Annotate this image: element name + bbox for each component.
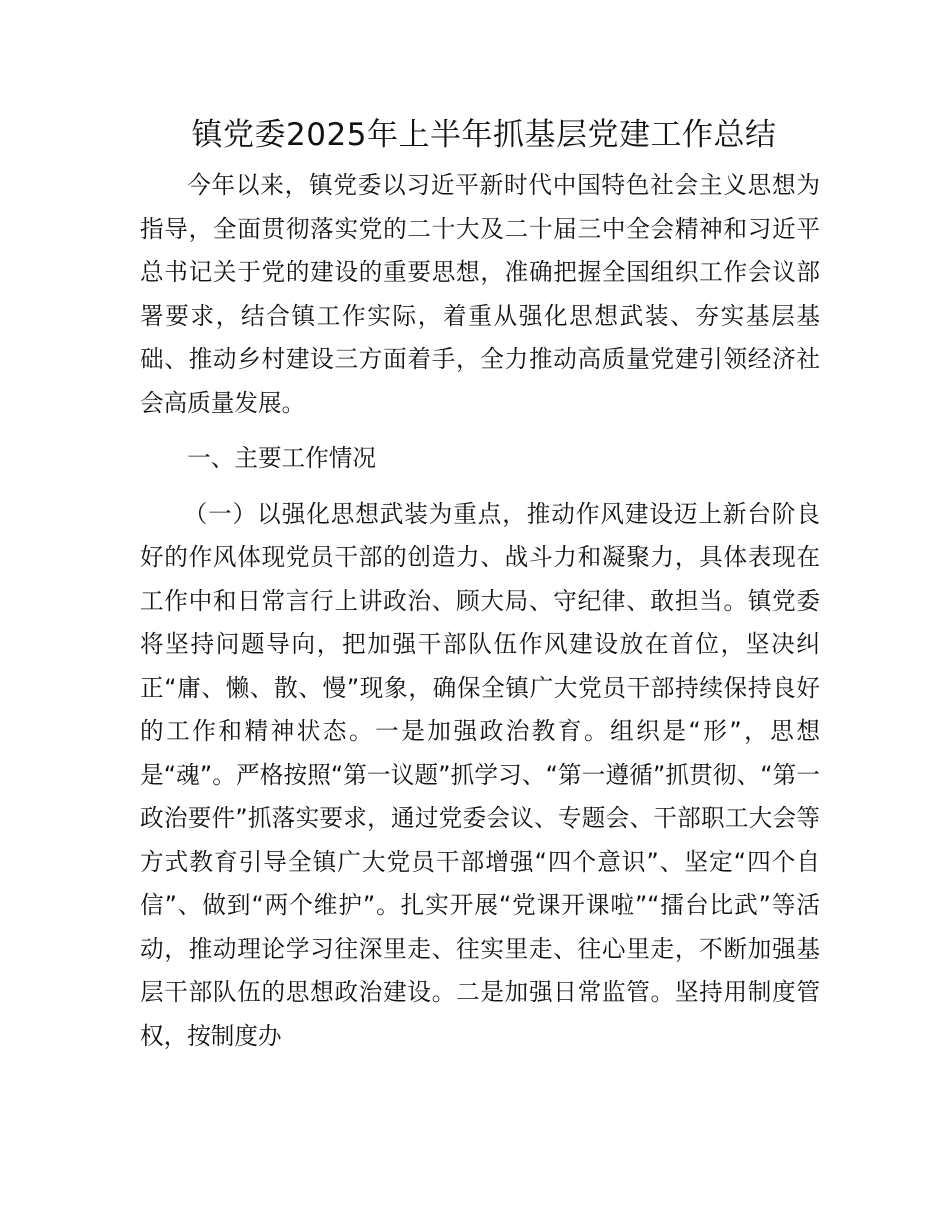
section-heading-main-work: 一、主要工作情况 [187,444,376,472]
document-title: 镇党委2025年上半年抓基层党建工作总结 [191,117,777,153]
document-body [140,112,820,1058]
intro-paragraph: 今年以来，镇党委以习近平新时代中国特色社会主义思想为指导，全面贯彻落实党的二十大及二十届三中全会精神和习近平总书记关于党的建设的重要思想，准确把握全国组织工作会议部署要求，结合镇工作实际，着重从强化思想武装、夯实基层基础、推动乡村建设三方面着手，全力推动高质量党建引领经济社会高质量发展。 [140,171,820,417]
section-paragraph-ideological: （一）以强化思想武装为重点，推动作风建设迈上新台阶良好的作风体现党员干部的创造力、战斗力和凝聚力，具体表现在工作中和日常言行上讲政治、顾大局、守纪律、敢担当。镇党委将坚持问题导向，把加强干部队伍作风建设放在首位，坚决纠正“庸、懒、散、慢”现象，确保全镇广大党员干部持续保持良好的工作和精神状态。一是加强政治教育。组织是“形”，思想是“魂”。严格按照“第一议题”抓学习、“第一遵循”抓贯彻、“第一政治要件”抓落实要求，通过党委会议、专题会、干部职工大会等方式教育引导全镇广大党员干部增强“四个意识”、坚定“四个自信”、做到“两个维护”。扎实开展“党课开课啦”“擂台比武”等活动，推动理论学习往深里走、往实里走、往心里走，不断加强基层干部队伍的思想政治建设。二是加强日常监管。坚持用制度管权，按制度办 [140,499,820,1050]
